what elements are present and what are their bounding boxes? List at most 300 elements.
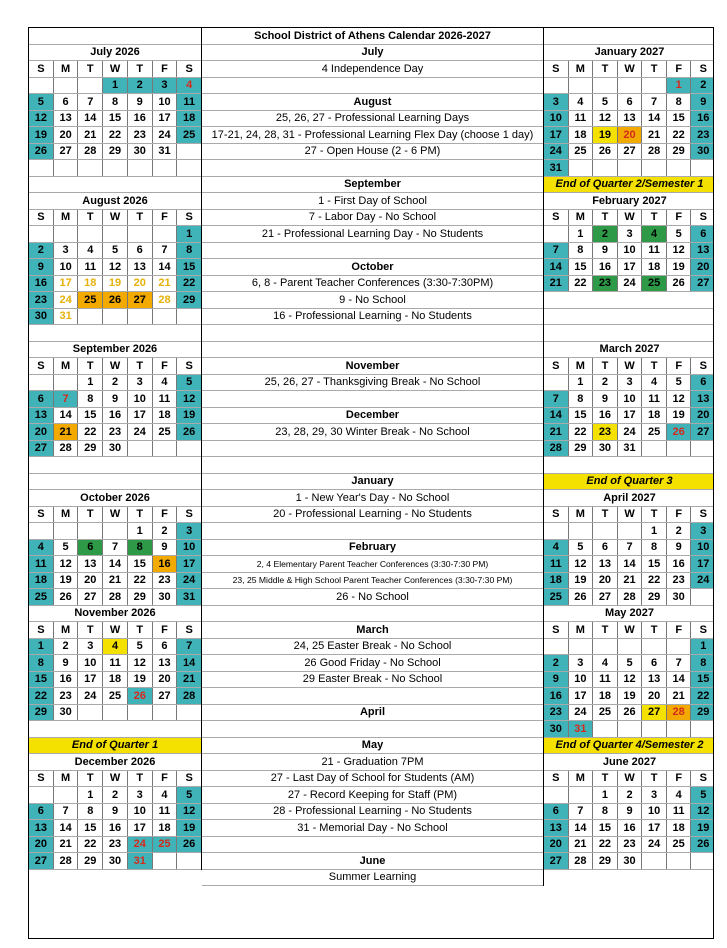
- school-calendar: [28, 27, 714, 939]
- day-cell: 16: [618, 820, 643, 836]
- month-heading-row: [202, 738, 543, 755]
- day-cell: 23: [153, 573, 178, 589]
- day-cell: 21: [642, 127, 667, 143]
- day-cell: 24: [177, 573, 201, 589]
- row: [544, 457, 714, 474]
- day-cell: 26: [103, 292, 128, 308]
- week-row: [29, 127, 201, 144]
- weekday-label: S: [544, 622, 569, 638]
- event-row: [202, 837, 543, 854]
- event-text: [202, 325, 543, 341]
- day-cell: 9: [544, 672, 569, 688]
- day-cell: 10: [128, 804, 153, 820]
- day-cell: 16: [54, 672, 79, 688]
- weekday-label: S: [29, 622, 54, 638]
- day-cell: 25: [103, 688, 128, 704]
- day-cell: [78, 226, 103, 242]
- day-cell: 11: [642, 243, 667, 259]
- day-cell: 21: [544, 424, 569, 440]
- day-cell: 9: [54, 655, 79, 671]
- day-cell: [153, 160, 178, 176]
- month-title: December 2026: [74, 755, 156, 768]
- day-cell: [153, 705, 178, 721]
- event-text: [202, 243, 543, 259]
- weekday-label: S: [699, 772, 707, 785]
- day-cell: 19: [54, 573, 79, 589]
- week-row: [544, 672, 714, 689]
- day-cell: 6: [691, 375, 714, 391]
- weekday-label: S: [185, 62, 193, 75]
- weekday-label: T: [593, 771, 618, 787]
- day-cell: 30: [103, 441, 128, 457]
- weekday-label: M: [569, 622, 594, 638]
- week-row: [29, 837, 201, 854]
- day-cell: 23: [128, 127, 153, 143]
- week-cells: [29, 705, 201, 721]
- day-cell: 26: [691, 837, 714, 853]
- day-cell: 13: [54, 111, 79, 127]
- month-title-row: [29, 490, 201, 507]
- day-cell: 27: [618, 144, 643, 160]
- week-cells: [544, 111, 714, 127]
- event-row: [202, 193, 543, 210]
- day-cell: 22: [667, 127, 692, 143]
- weekday-header-row: [544, 358, 714, 375]
- day-cell: 9: [593, 243, 618, 259]
- week-row: [29, 820, 201, 837]
- week-row: [544, 111, 714, 128]
- weekday-label: F: [667, 507, 692, 523]
- day-cell: 24: [618, 276, 643, 292]
- day-cell: 19: [593, 127, 618, 143]
- month-heading-row: [202, 474, 543, 491]
- week-row: [29, 639, 201, 656]
- event-text: 17-21, 24, 28, 31 - Professional Learning Flex Day (choose 1 day): [211, 128, 534, 141]
- week-row: [29, 292, 201, 309]
- day-cell: [691, 441, 714, 457]
- weekday-label: S: [185, 211, 193, 224]
- day-cell: 21: [618, 573, 643, 589]
- day-cell: 5: [177, 375, 201, 391]
- day-cell: 5: [691, 787, 714, 803]
- month-title-row: [544, 342, 714, 359]
- day-cell: [177, 853, 201, 869]
- event-text: [202, 837, 543, 853]
- day-cell: 15: [667, 111, 692, 127]
- event-text: 1 - First Day of School: [318, 194, 427, 207]
- day-cell: [569, 639, 594, 655]
- day-cell: 5: [569, 540, 594, 556]
- day-cell: 22: [103, 127, 128, 143]
- weekday-label: T: [593, 358, 618, 374]
- week-row: [29, 160, 201, 177]
- day-cell: 2: [153, 523, 178, 539]
- day-cell: 28: [54, 441, 79, 457]
- day-cell: 14: [618, 556, 643, 572]
- week-cells: [544, 721, 714, 737]
- day-cell: 29: [103, 144, 128, 160]
- weekday-label: S: [544, 210, 569, 226]
- day-cell: 14: [103, 556, 128, 572]
- week-cells: [544, 639, 714, 655]
- week-cells: [544, 853, 714, 869]
- day-cell: 18: [29, 573, 54, 589]
- day-cell: 27: [29, 441, 54, 457]
- week-row: [29, 309, 201, 326]
- day-cell: 11: [544, 556, 569, 572]
- day-cell: 17: [618, 259, 643, 275]
- day-cell: 5: [177, 787, 201, 803]
- day-cell: [691, 853, 714, 869]
- weekday-header-row: [544, 507, 714, 524]
- day-cell: 7: [153, 243, 178, 259]
- event-row: [202, 309, 543, 326]
- left-months-column: [29, 28, 202, 870]
- day-cell: 25: [177, 127, 201, 143]
- day-cell: 28: [153, 292, 178, 308]
- event-row: [202, 804, 543, 821]
- day-cell: [642, 160, 667, 176]
- week-cells: [544, 259, 714, 275]
- month-heading-row: [202, 358, 543, 375]
- day-cell: 4: [642, 226, 667, 242]
- day-cell: [642, 639, 667, 655]
- event-row: [202, 754, 543, 771]
- day-cell: 27: [29, 853, 54, 869]
- event-text: 27 - Last Day of School for Students (AM): [270, 772, 475, 785]
- weekday-header-row: [544, 61, 714, 78]
- day-cell: 19: [618, 688, 643, 704]
- day-cell: 11: [78, 259, 103, 275]
- week-row: [29, 672, 201, 689]
- day-cell: 13: [691, 391, 714, 407]
- day-cell: 11: [153, 391, 178, 407]
- event-row: [202, 606, 543, 623]
- day-cell: 3: [177, 523, 201, 539]
- week-cells: [544, 78, 714, 94]
- day-cell: 21: [544, 276, 569, 292]
- day-cell: 20: [544, 837, 569, 853]
- month-heading-row: [202, 94, 543, 111]
- weekday-label: F: [153, 622, 178, 638]
- day-cell: 25: [593, 705, 618, 721]
- day-cell: 19: [569, 573, 594, 589]
- day-cell: 16: [29, 276, 54, 292]
- day-cell: 27: [78, 589, 103, 605]
- day-cell: 14: [54, 820, 79, 836]
- weekday-label: M: [54, 507, 79, 523]
- day-cell: 11: [153, 804, 178, 820]
- event-text: 21 - Graduation 7PM: [321, 755, 424, 768]
- event-text: [202, 523, 543, 539]
- day-cell: 6: [593, 540, 618, 556]
- week-cells: [29, 523, 201, 539]
- weekday-header-row: [29, 61, 201, 78]
- day-cell: [177, 160, 201, 176]
- day-cell: 24: [569, 705, 594, 721]
- day-cell: 23: [618, 837, 643, 853]
- day-cell: [618, 639, 643, 655]
- month-title: June 2027: [602, 755, 657, 768]
- week-cells: [544, 820, 714, 836]
- day-cell: 1: [667, 78, 692, 94]
- weekday-label: T: [78, 61, 103, 77]
- quarter-row: [29, 738, 201, 755]
- day-cell: 24: [544, 144, 569, 160]
- weekday-label: M: [54, 622, 79, 638]
- week-row: [29, 540, 201, 557]
- event-row: [202, 144, 543, 161]
- day-cell: 18: [593, 688, 618, 704]
- weekday-label: W: [103, 358, 128, 374]
- day-cell: 9: [103, 804, 128, 820]
- day-cell: 22: [569, 424, 594, 440]
- month-heading-row: [202, 853, 543, 870]
- week-row: [544, 424, 714, 441]
- week-row: [29, 589, 201, 606]
- weekday-label: T: [593, 61, 618, 77]
- day-cell: [128, 441, 153, 457]
- day-cell: [29, 375, 54, 391]
- day-cell: 1: [569, 375, 594, 391]
- day-cell: 15: [593, 820, 618, 836]
- month-title-row: [544, 754, 714, 771]
- day-cell: 16: [103, 408, 128, 424]
- event-row: [202, 342, 543, 359]
- day-cell: 31: [54, 309, 79, 325]
- weekday-header-row: [29, 771, 201, 788]
- month-heading-row: [202, 408, 543, 425]
- day-cell: 3: [128, 787, 153, 803]
- day-cell: 15: [569, 408, 594, 424]
- day-cell: [691, 160, 714, 176]
- month-heading: May: [361, 739, 384, 752]
- event-text: 1 - New Year's Day - No School: [295, 491, 450, 504]
- day-cell: [667, 853, 692, 869]
- day-cell: 13: [691, 243, 714, 259]
- week-cells: [544, 276, 714, 292]
- week-row: [544, 804, 714, 821]
- week-row: [544, 276, 714, 293]
- day-cell: 15: [691, 672, 714, 688]
- day-cell: [544, 78, 569, 94]
- day-cell: 20: [618, 127, 643, 143]
- event-text: 21 - Professional Learning Day - No Students: [261, 227, 484, 240]
- day-cell: 22: [642, 573, 667, 589]
- event-row: [202, 391, 543, 408]
- day-cell: 23: [691, 127, 714, 143]
- day-cell: 6: [642, 655, 667, 671]
- month-heading: August: [353, 95, 392, 108]
- week-cells: [544, 226, 714, 242]
- weekday-label: S: [699, 623, 707, 636]
- day-cell: 25: [153, 837, 178, 853]
- day-cell: 25: [569, 144, 594, 160]
- week-row: [29, 573, 201, 590]
- month-title: October 2026: [80, 491, 150, 504]
- day-cell: 12: [667, 391, 692, 407]
- day-cell: 3: [54, 243, 79, 259]
- day-cell: 4: [667, 787, 692, 803]
- day-cell: [78, 78, 103, 94]
- day-cell: 13: [29, 820, 54, 836]
- day-cell: 6: [54, 94, 79, 110]
- day-cell: [177, 441, 201, 457]
- month-heading: March: [356, 623, 389, 636]
- event-row: [202, 160, 543, 177]
- day-cell: 18: [153, 820, 178, 836]
- week-cells: [29, 144, 201, 160]
- day-cell: 13: [128, 259, 153, 275]
- day-cell: 5: [29, 94, 54, 110]
- week-row: [544, 160, 714, 177]
- day-cell: [642, 78, 667, 94]
- day-cell: 29: [177, 292, 201, 308]
- day-cell: 10: [54, 259, 79, 275]
- row: [29, 325, 201, 342]
- week-row: [544, 144, 714, 161]
- day-cell: 2: [667, 523, 692, 539]
- day-cell: 28: [54, 853, 79, 869]
- day-cell: 17: [642, 820, 667, 836]
- week-row: [29, 111, 201, 128]
- day-cell: 1: [642, 523, 667, 539]
- week-row: [544, 688, 714, 705]
- weekday-label: S: [699, 508, 707, 521]
- day-cell: 18: [667, 820, 692, 836]
- day-cell: 15: [29, 672, 54, 688]
- day-cell: [29, 787, 54, 803]
- day-cell: 10: [569, 672, 594, 688]
- event-text: 4 Independence Day: [321, 62, 424, 75]
- day-cell: [593, 78, 618, 94]
- day-cell: [544, 375, 569, 391]
- weekday-cells: [29, 771, 201, 787]
- month-heading-row: [202, 259, 543, 276]
- event-text: 31 - Memorial Day - No School: [297, 821, 448, 834]
- day-cell: 9: [153, 540, 178, 556]
- page-title: School District of Athens Calendar 2026-2027: [254, 29, 491, 42]
- day-cell: 28: [177, 688, 201, 704]
- weekday-label: S: [29, 771, 54, 787]
- weekday-label: S: [185, 623, 193, 636]
- day-cell: 27: [691, 276, 714, 292]
- day-cell: 4: [78, 243, 103, 259]
- day-cell: 12: [177, 391, 201, 407]
- day-cell: 25: [153, 424, 178, 440]
- day-cell: [78, 523, 103, 539]
- week-row: [29, 276, 201, 293]
- day-cell: [642, 853, 667, 869]
- week-cells: [29, 292, 201, 308]
- event-text: [202, 721, 543, 737]
- day-cell: 14: [177, 655, 201, 671]
- event-text: 9 - No School: [339, 293, 406, 306]
- month-title: March 2027: [599, 343, 660, 356]
- day-cell: 15: [78, 408, 103, 424]
- row: [29, 177, 201, 194]
- day-cell: 5: [103, 243, 128, 259]
- event-row: [202, 820, 543, 837]
- month-title-row: [544, 193, 714, 210]
- weekday-label: W: [103, 507, 128, 523]
- weekday-header-row: [544, 771, 714, 788]
- day-cell: 29: [29, 705, 54, 721]
- day-cell: 6: [544, 804, 569, 820]
- day-cell: [593, 721, 618, 737]
- week-row: [29, 705, 201, 722]
- day-cell: [128, 226, 153, 242]
- day-cell: [691, 721, 714, 737]
- day-cell: 27: [128, 292, 153, 308]
- day-cell: 18: [569, 127, 594, 143]
- day-cell: [177, 309, 201, 325]
- day-cell: 17: [177, 556, 201, 572]
- weekday-label: M: [54, 358, 79, 374]
- event-row: [202, 573, 543, 590]
- day-cell: 17: [618, 408, 643, 424]
- day-cell: 3: [691, 523, 714, 539]
- row: [544, 309, 714, 326]
- events-column: [202, 28, 544, 886]
- weekday-label: W: [103, 771, 128, 787]
- day-cell: [128, 160, 153, 176]
- week-row: [29, 78, 201, 95]
- day-cell: 26: [29, 144, 54, 160]
- event-row: [202, 523, 543, 540]
- weekday-cells: [29, 210, 201, 226]
- month-heading-row: [202, 540, 543, 557]
- day-cell: 6: [618, 94, 643, 110]
- day-cell: 7: [642, 94, 667, 110]
- month-title: November 2026: [74, 607, 156, 620]
- day-cell: 28: [667, 705, 692, 721]
- day-cell: 8: [691, 655, 714, 671]
- event-text: 24, 25 Easter Break - No School: [293, 640, 452, 653]
- day-cell: 5: [593, 94, 618, 110]
- day-cell: 23: [544, 705, 569, 721]
- day-cell: 7: [54, 804, 79, 820]
- day-cell: [54, 226, 79, 242]
- day-cell: 9: [618, 804, 643, 820]
- weekday-label: T: [78, 210, 103, 226]
- day-cell: 30: [544, 721, 569, 737]
- day-cell: 27: [54, 144, 79, 160]
- day-cell: 1: [593, 787, 618, 803]
- week-row: [544, 639, 714, 656]
- day-cell: 20: [128, 276, 153, 292]
- week-cells: [544, 523, 714, 539]
- day-cell: 19: [103, 276, 128, 292]
- day-cell: 10: [544, 111, 569, 127]
- day-cell: 24: [691, 573, 714, 589]
- day-cell: 21: [54, 837, 79, 853]
- day-cell: 6: [153, 639, 178, 655]
- event-text: 29 Easter Break - No School: [302, 673, 443, 686]
- day-cell: 10: [642, 804, 667, 820]
- event-row: [202, 78, 543, 95]
- month-heading: September: [344, 178, 401, 191]
- month-title-row: [29, 193, 201, 210]
- day-cell: 13: [544, 820, 569, 836]
- day-cell: 12: [54, 556, 79, 572]
- week-cells: [29, 408, 201, 424]
- day-cell: 13: [593, 556, 618, 572]
- weekday-cells: [544, 358, 714, 374]
- day-cell: 12: [618, 672, 643, 688]
- month-heading: April: [359, 706, 386, 719]
- weekday-label: T: [642, 622, 667, 638]
